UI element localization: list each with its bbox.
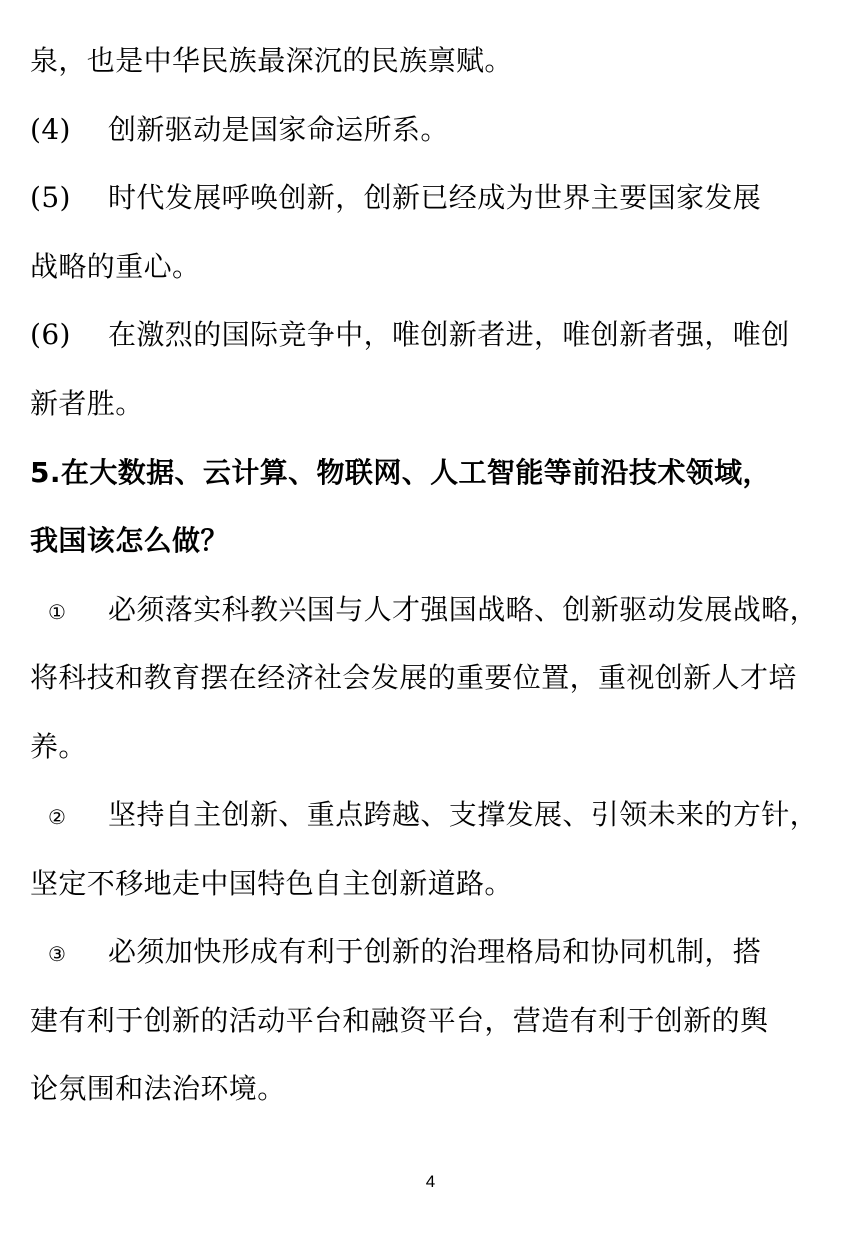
paragraph-line bbox=[30, 658, 797, 698]
heading-text: 我国该怎么做？ bbox=[30, 524, 229, 557]
circled-number-marker: ③ bbox=[48, 942, 67, 966]
line-text: 时代发展呼唤创新，创新已经成为世界主要国家发展 bbox=[108, 181, 762, 214]
paragraph-line bbox=[30, 41, 513, 81]
line-text: 战略的重心。 bbox=[30, 250, 201, 283]
question-heading bbox=[30, 521, 229, 561]
line-text: 将科技和教育摆在经济社会发展的重要位置，重视创新人才培 bbox=[30, 661, 797, 694]
answer-item-3 bbox=[30, 932, 761, 974]
heading-text: 5.在大数据、云计算、物联网、人工智能等前沿技术领域， bbox=[30, 456, 771, 489]
line-text: 泉，也是中华民族最深沉的民族禀赋。 bbox=[30, 44, 513, 77]
page-number: 4 bbox=[425, 1172, 436, 1191]
circled-number-marker: ② bbox=[48, 805, 67, 829]
line-text: 论氛围和法治环境。 bbox=[30, 1072, 286, 1105]
answer-item-1 bbox=[30, 590, 818, 632]
line-text: 必须加快形成有利于创新的治理格局和协同机制，搭 bbox=[108, 935, 762, 968]
line-text: 新者胜。 bbox=[30, 387, 144, 420]
line-text: 在激烈的国际竞争中，唯创新者进，唯创新者强，唯创 bbox=[108, 318, 790, 351]
list-item-5 bbox=[30, 178, 761, 218]
circled-number-marker: ① bbox=[48, 600, 67, 624]
paragraph-line bbox=[30, 864, 513, 904]
list-marker: (5) bbox=[30, 181, 71, 214]
answer-item-2 bbox=[30, 795, 818, 837]
list-item-6 bbox=[30, 315, 790, 355]
list-item-4 bbox=[30, 110, 449, 150]
line-text: 创新驱动是国家命运所系。 bbox=[108, 113, 449, 146]
line-text: 必须落实科教兴国与人才强国战略、创新驱动发展战略， bbox=[108, 593, 819, 626]
list-marker: (6) bbox=[30, 318, 71, 351]
line-text: 坚持自主创新、重点跨越、支撑发展、引领未来的方针， bbox=[108, 798, 819, 831]
line-text: 养。 bbox=[30, 730, 87, 763]
list-marker: (4) bbox=[30, 113, 71, 146]
paragraph-line bbox=[30, 1069, 286, 1109]
line-text: 建有利于创新的活动平台和融资平台，营造有利于创新的舆 bbox=[30, 1004, 769, 1037]
paragraph-line bbox=[30, 384, 144, 424]
question-heading bbox=[30, 453, 771, 493]
paragraph-line bbox=[30, 727, 87, 767]
line-text: 坚定不移地走中国特色自主创新道路。 bbox=[30, 867, 513, 900]
paragraph-line bbox=[30, 1001, 768, 1041]
paragraph-line bbox=[30, 247, 200, 287]
